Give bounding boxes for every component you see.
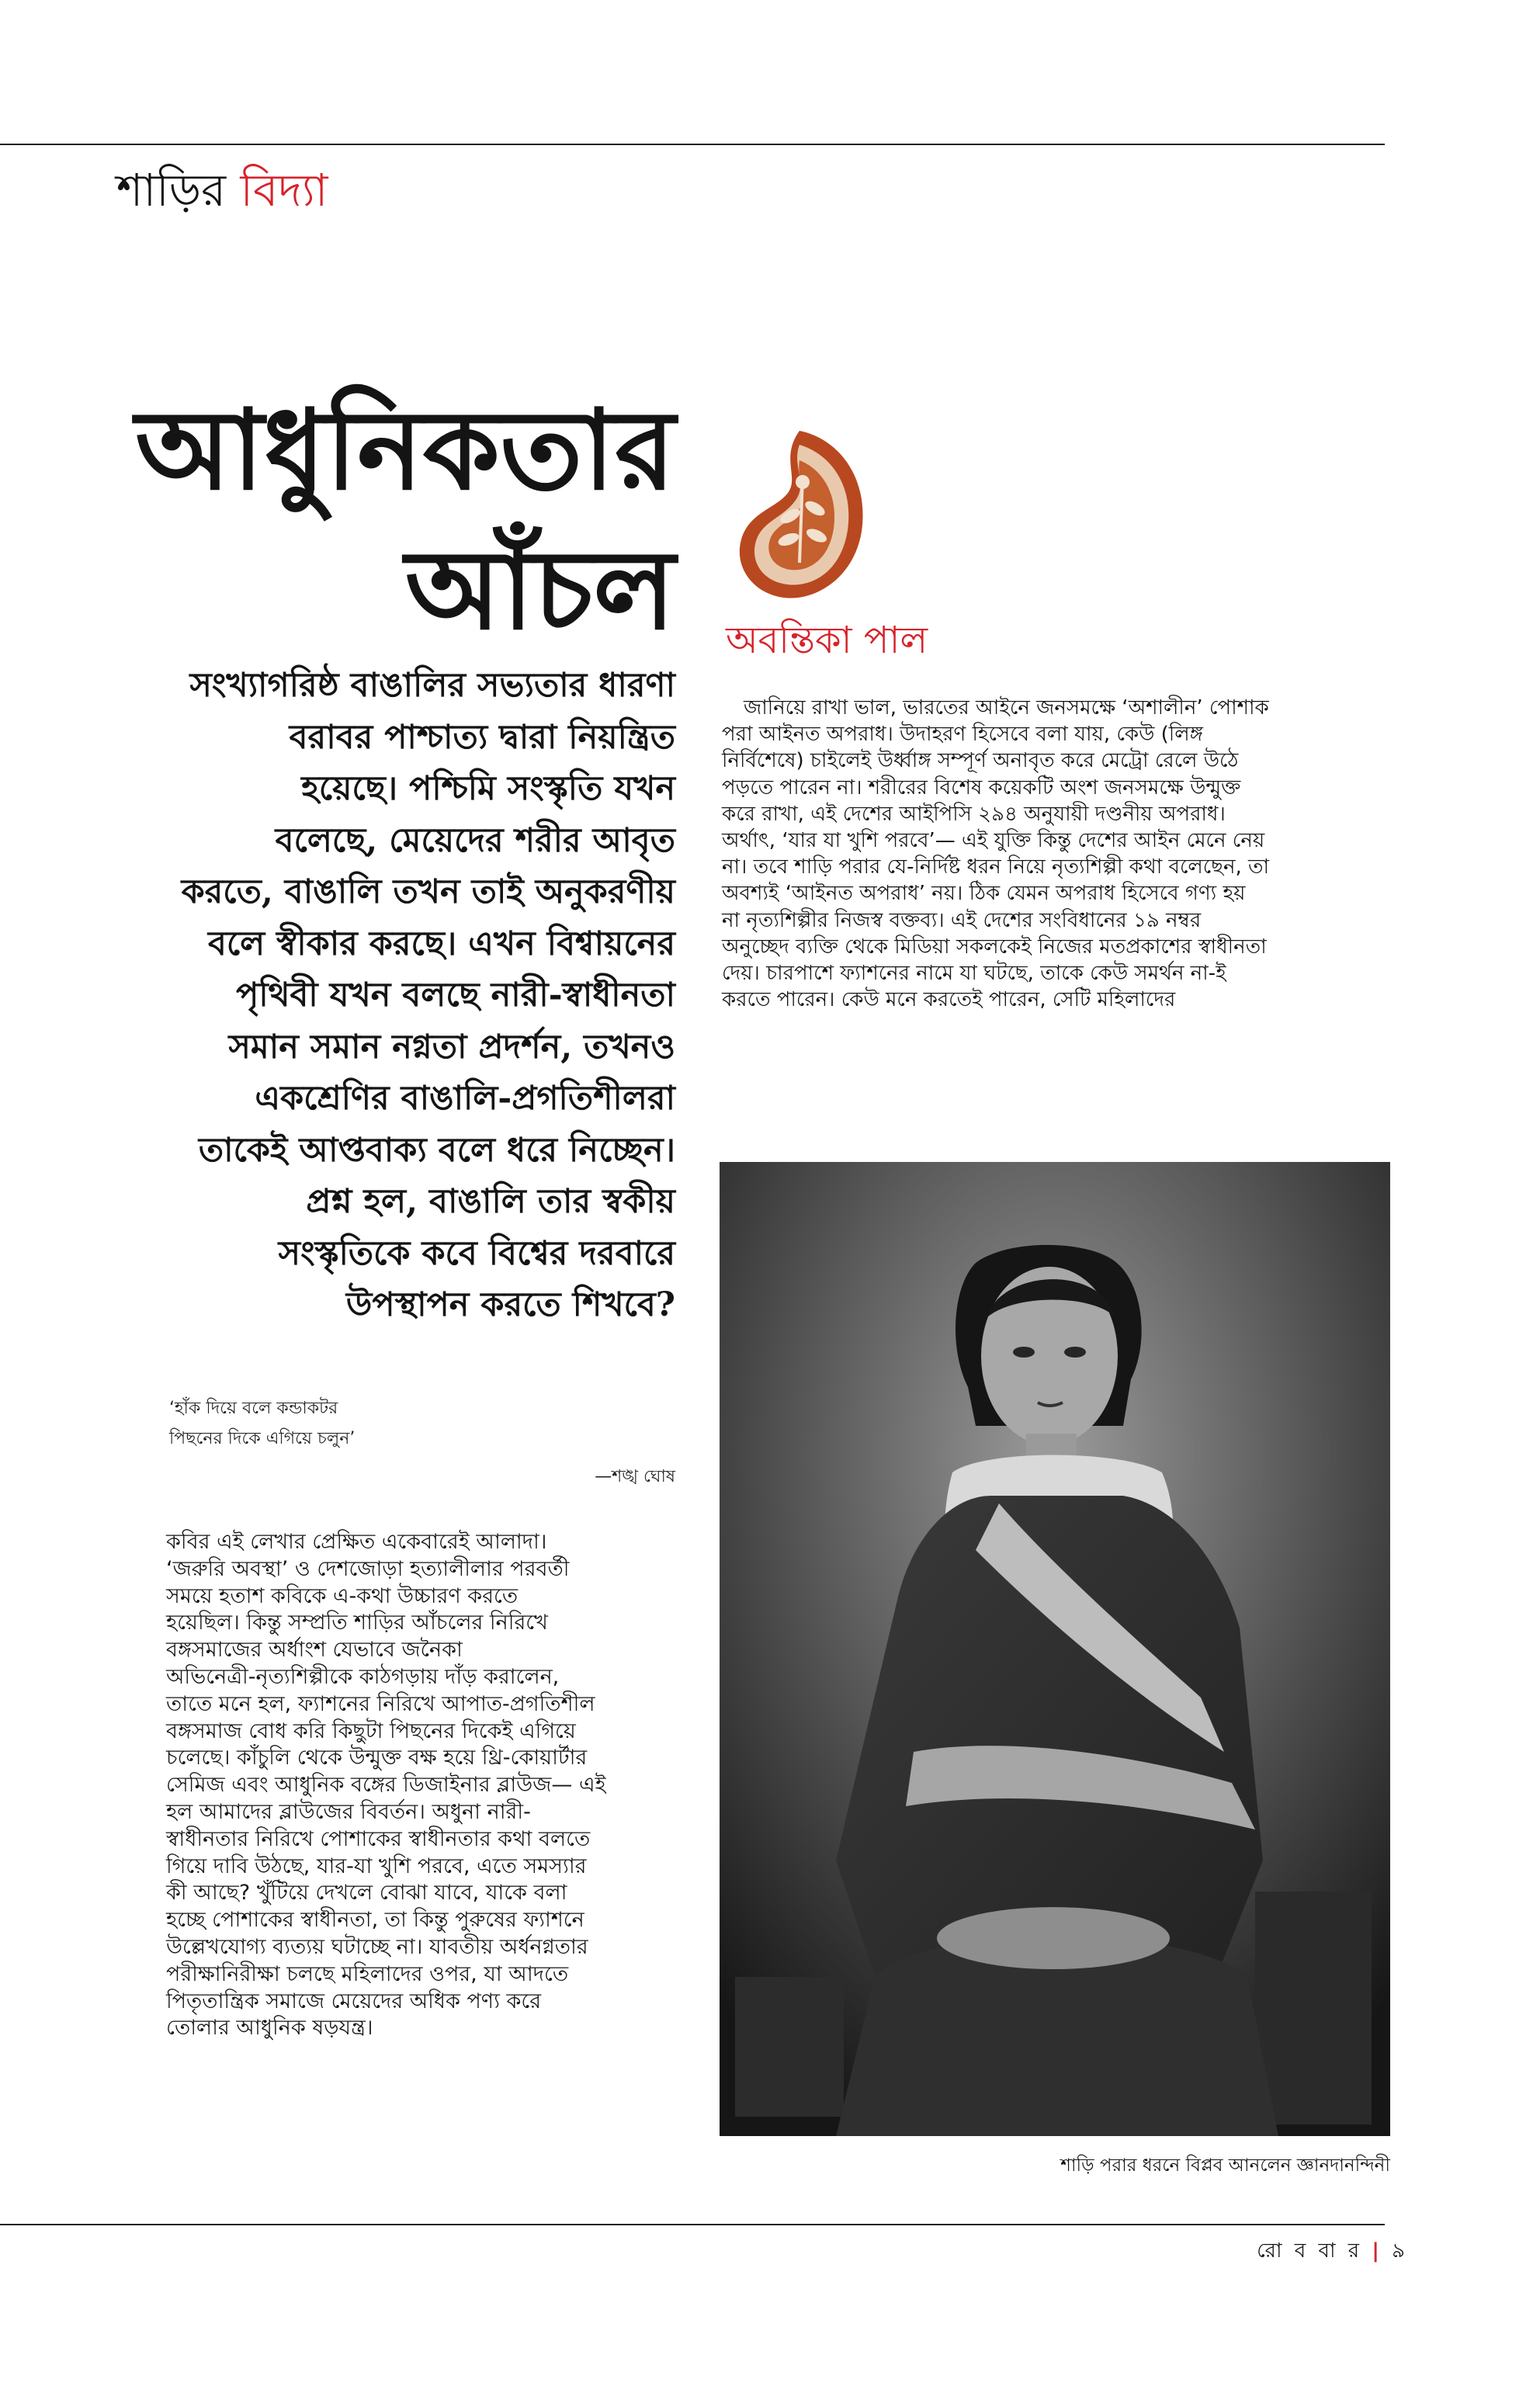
body-line: দেয়। চারপাশে ফ্যাশনের নামে যা ঘটছে, তাকে কেউ সমর্থন না-ই — [722, 962, 1226, 986]
quote-line: পিছনের দিকে এগিয়ে চলুন’ — [169, 1429, 356, 1448]
body-line: করতে পারেন। কেউ মনে করতেই পারেন, সেটি মহিলাদের — [722, 988, 1176, 1012]
body-line: না নৃত্যশিল্পীর নিজস্ব বক্তব্য। এই দেশের সংবিধানের ১৯ নম্বর — [722, 908, 1202, 932]
body-line: পড়তে পারেন না। শরীরের বিশেষ কয়েকটি অংশ জনসমক্ষে উন্মুক্ত — [722, 775, 1241, 799]
headline — [101, 380, 675, 660]
standfirst-line: করতে, বাঙালি তখন তাই অনুকরণীয় — [181, 872, 675, 911]
page-footer — [1211, 2235, 1408, 2266]
body-line: নির্বিশেষে) চাইলেই উর্ধ্বাঙ্গ সম্পূর্ণ অনাবৃত করে মেট্রো রেলে উঠে — [722, 749, 1239, 773]
author-byline: অবন্তিকা পাল — [726, 619, 928, 662]
body-line: তাতে মনে হল, ফ্যাশনের নিরিখে আপাত-প্রগতিশীল — [166, 1691, 595, 1716]
standfirst-line: সমান সমান নগ্নতা প্রদর্শন, তখনও — [228, 1027, 675, 1066]
section-title-part1: শাড়ির — [116, 164, 227, 217]
body-line: স্বাধীনতার নিরিখে পোশাকের স্বাধীনতার কথা বলতে — [166, 1826, 591, 1851]
body-line: অবশ্যই ‘আইনত অপরাধ’ নয়। ঠিক যেমন অপরাধ হিসেবে গণ্য হয় — [722, 882, 1246, 906]
standfirst-line: একশ্রেণির বাঙালি-প্রগতিশীলরা — [255, 1079, 675, 1118]
body-line: বঙ্গসমাজের অর্ধাংশ যেভাবে জনৈকা — [166, 1638, 463, 1663]
body-line: করে রাখা, এই দেশের আইপিসি ২৯৪ অনুযায়ী দণ্ডনীয় অপরাধ। — [722, 802, 1226, 826]
body-line: চলেছে। কাঁচুলি থেকে উন্মুক্ত বক্ষ হয়ে থ্রি-কোয়ার্টার — [166, 1746, 588, 1770]
body-line: না। তবে শাড়ি পরার যে-নির্দিষ্ট ধরন নিয়ে নৃত্যশিল্পী কথা বলেছেন, তা — [722, 855, 1270, 879]
body-line: অভিনেত্রী-নৃত্যশিল্পীকে কাঠগড়ায় দাঁড় করালেন, — [166, 1664, 560, 1689]
body-line: জানিয়ে রাখা ভাল, ভারতের আইনে জনসমক্ষে ‘অশালীন’ পোশাক — [744, 696, 1269, 720]
body-line: অর্থাৎ, ‘যার যা খুশি পরবে’— এই যুক্তি কিন্তু দেশের আইন মেনে নেয় — [722, 829, 1265, 853]
headline-line2: আঁচল — [404, 525, 675, 654]
body-line: পরা আইনত অপরাধ। উদাহরণ হিসেবে বলা যায়, কেউ (লিঙ্গ — [722, 723, 1203, 747]
pull-quote — [169, 1393, 675, 1492]
section-title — [116, 155, 328, 225]
body-line: কী আছে? খুঁটিয়ে দেখলে বোঝা যাবে, যাকে বলা — [166, 1881, 567, 1906]
body-line: হচ্ছে পোশাকের স্বাধীনতা, তা কিন্তু পুরুষের ফ্যাশনে — [166, 1908, 584, 1933]
body-text-right — [722, 695, 1389, 1013]
body-line: পরীক্ষানিরীক্ষা চলছে মহিলাদের ওপর, যা আদতে — [166, 1961, 569, 1986]
body-line: উল্লেখযোগ্য ব্যত্যয় ঘটাচ্ছে না। যাবতীয় অর্ধনগ্নতার — [166, 1934, 588, 1959]
standfirst — [109, 660, 675, 1331]
body-line: হল আমাদের ব্লাউজের বিবর্তন। অধুনা নারী- — [166, 1799, 531, 1824]
top-rule — [0, 144, 1385, 145]
body-line: পিতৃতান্ত্রিক সমাজে মেয়েদের অধিক পণ্য করে — [166, 1989, 542, 2013]
page-number: ৯ — [1392, 2239, 1408, 2263]
standfirst-line: সংস্কৃতিকে কবে বিশ্বের দরবারে — [278, 1233, 675, 1273]
footer-separator: | — [1372, 2239, 1382, 2263]
headline-line1: আধুনিকতার — [135, 386, 675, 515]
body-line: সময়ে হতাশ কবিকে এ-কথা উচ্চারণ করতে — [166, 1583, 519, 1608]
bottom-rule — [0, 2224, 1385, 2225]
standfirst-line: তাকেই আপ্তবাক্য বলে ধরে নিচ্ছেন। — [198, 1130, 675, 1170]
body-line: গিয়ে দাবি উঠছে, যার-যা খুশি পরবে, এতে সমস্যার — [166, 1854, 587, 1878]
quote-attribution: —শঙ্খ ঘোষ — [595, 1467, 675, 1486]
body-line: তোলার আধুনিক ষড়যন্ত্র। — [166, 2016, 373, 2041]
standfirst-line: হয়েছে। পশ্চিমি সংস্কৃতি যখন — [301, 769, 675, 808]
standfirst-line: বরাবর পাশ্চাত্য দ্বারা নিয়ন্ত্রিত — [289, 717, 675, 757]
quote-line: ‘হাঁক দিয়ে বলে কন্ডাকটর — [169, 1399, 338, 1418]
portrait-photo — [720, 1162, 1390, 2136]
body-line: বঙ্গসমাজ বোধ করি কিছুটা পিছনের দিকেই এগিয়ে — [166, 1718, 576, 1743]
standfirst-line: পৃথিবী যখন বলছে নারী-স্বাধীনতা — [236, 976, 675, 1014]
standfirst-line: প্রশ্ন হল, বাঙালি তার স্বকীয় — [306, 1182, 675, 1221]
section-title-part2: বিদ্যা — [240, 164, 328, 217]
body-line: সেমিজ এবং আধুনিক বঙ্গের ডিজাইনার ব্লাউজ— এই — [166, 1773, 606, 1798]
body-line: অনুচ্ছেদ ব্যক্তি থেকে মিডিয়া সকলকেই নিজের মতপ্রকাশের স্বাধীনতা — [722, 935, 1267, 959]
standfirst-line: বলেছে, মেয়েদের শরীর আবৃত — [275, 820, 675, 860]
body-line: ‘জরুরি অবস্থা’ ও দেশজোড়া হত্যালীলার পরবর্তী — [166, 1556, 570, 1581]
body-line: কবির এই লেখার প্রেক্ষিত একেবারেই আলাদা। — [166, 1530, 547, 1554]
body-line: হয়েছিল। কিন্তু সম্প্রতি শাড়ির আঁচলের নিরিখে — [166, 1611, 548, 1635]
photo-caption: শাড়ি পরার ধরনে বিপ্লব আনলেন জ্ঞানদানন্দিনী — [1060, 2155, 1390, 2176]
body-text-left — [166, 1529, 694, 2042]
standfirst-line: বলে স্বীকার করছে। এখন বিশ্বায়নের — [207, 924, 675, 963]
magazine-name: রো ব বা র — [1257, 2239, 1363, 2263]
standfirst-line: সংখ্যাগরিষ্ঠ বাঙালির সভ্যতার ধারণা — [189, 666, 675, 705]
paisley-motif-icon — [722, 423, 877, 609]
standfirst-line: উপস্থাপন করতে শিখবে? — [345, 1285, 675, 1324]
